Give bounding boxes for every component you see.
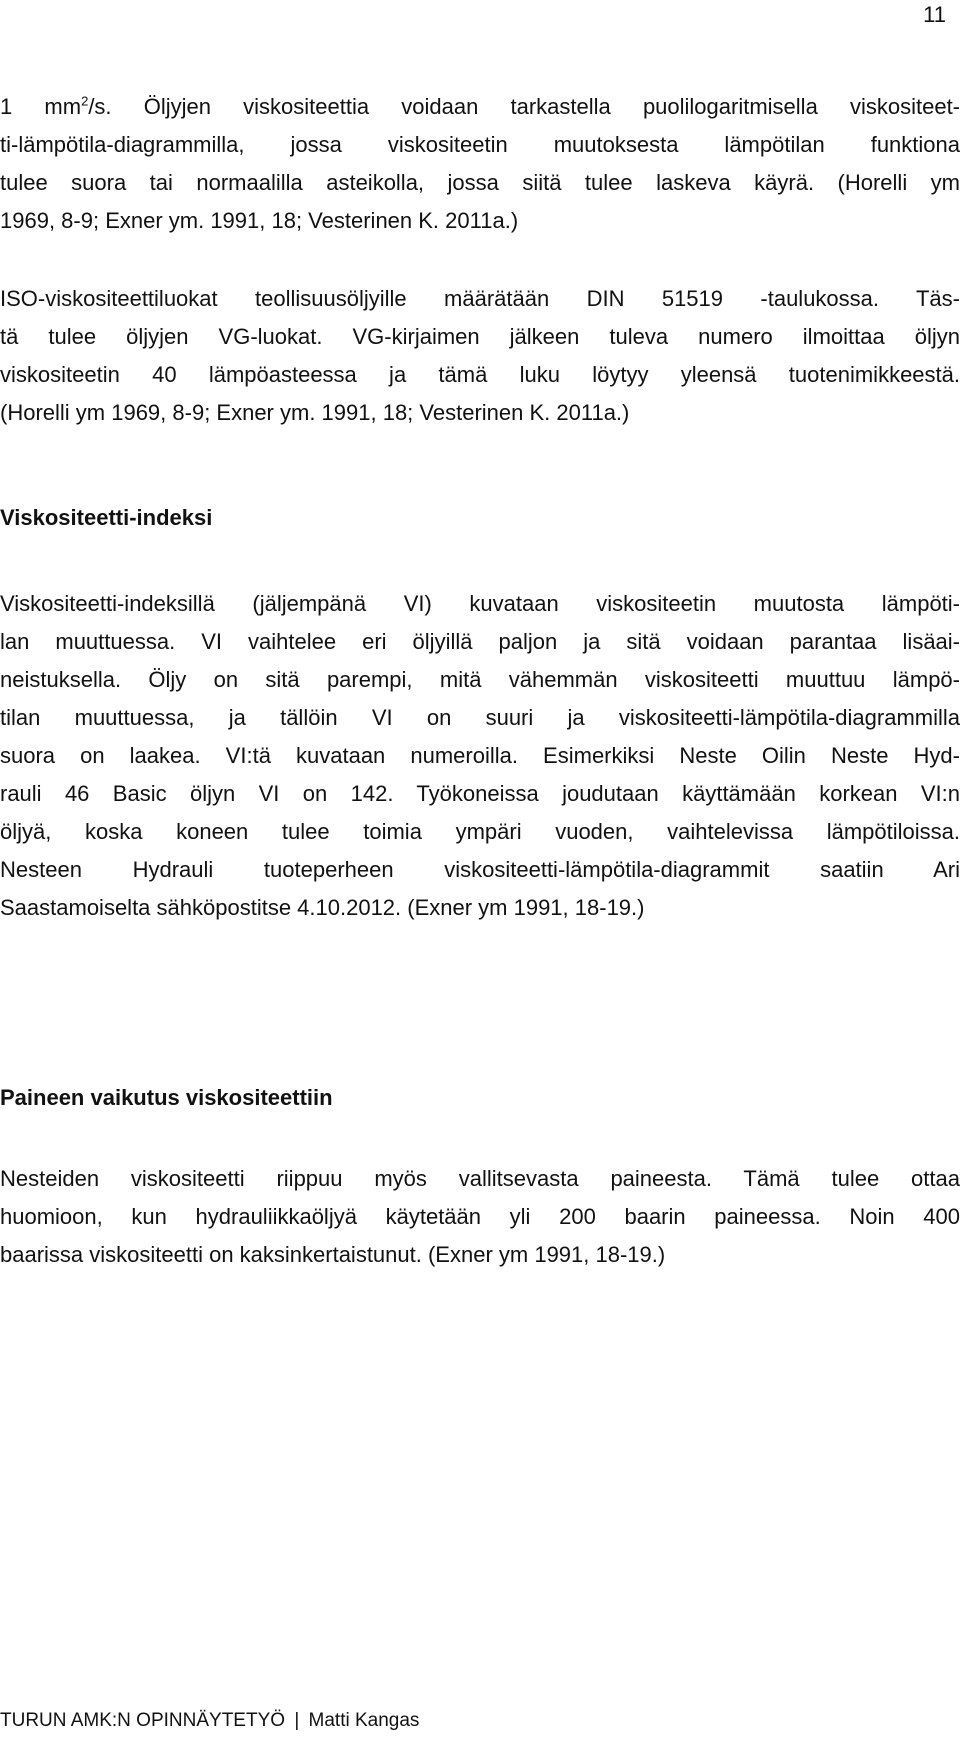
- footer-separator: |: [294, 1710, 300, 1731]
- paragraph-line: viskositeetin 40 lämpöasteessa ja tämä luku löytyy yleensä tuotenimikkeestä.: [0, 362, 960, 387]
- paragraph-line: [0, 88, 960, 126]
- paragraph-line: tulee suora tai normaalilla asteikolla, jossa siitä tulee laskeva käyrä. (Horelli ym: [0, 170, 960, 195]
- paragraph-viscosity-diagram: [0, 88, 960, 240]
- line-text-post: /s. Öljyjen viskositeettia voidaan tarkastella puolilogaritmisella viskositeet-: [88, 94, 960, 119]
- page-footer: [0, 1710, 419, 1732]
- section-heading-viscosity-index: Viskositeetti-indeksi: [0, 505, 213, 530]
- paragraph-viscosity-index: [0, 585, 960, 927]
- page-number: 11: [923, 2, 946, 27]
- paragraph-line: ti-lämpötila-diagrammilla, jossa viskositeetin muutoksesta lämpötilan funktiona: [0, 132, 960, 157]
- footer-institution: TURUN AMK:N OPINNÄYTETYÖ: [0, 1710, 286, 1731]
- footer-author: Matti Kangas: [308, 1710, 420, 1731]
- paragraph-line: lan muuttuessa. VI vaihtelee eri öljyillä paljon ja sitä voidaan parantaa lisäai-: [0, 629, 960, 654]
- paragraph-line: Viskositeetti-indeksillä (jäljempänä VI) kuvataan viskositeetin muutosta lämpöti-: [0, 591, 960, 616]
- paragraph-line: suora on laakea. VI:tä kuvataan numeroilla. Esimerkiksi Neste Oilin Neste Hyd-: [0, 743, 960, 768]
- paragraph-line: huomioon, kun hydrauliikkaöljyä käytetään yli 200 baarin paineessa. Noin 400: [0, 1204, 960, 1229]
- paragraph-pressure-effect: [0, 1160, 960, 1274]
- paragraph-line: baarissa viskositeetti on kaksinkertaistunut. (Exner ym 1991, 18-19.): [0, 1242, 666, 1267]
- paragraph-iso-classes: [0, 280, 960, 432]
- paragraph-line: neistuksella. Öljy on sitä parempi, mitä vähemmän viskositeetti muuttuu lämpö-: [0, 667, 960, 692]
- paragraph-line: (Horelli ym 1969, 8-9; Exner ym. 1991, 18; Vesterinen K. 2011a.): [0, 400, 630, 425]
- section-heading-pressure-effect: Paineen vaikutus viskositeettiin: [0, 1085, 333, 1110]
- paragraph-line: 1969, 8-9; Exner ym. 1991, 18; Vesterinen K. 2011a.): [0, 208, 519, 233]
- superscript-exponent: 2: [81, 93, 89, 109]
- paragraph-line: Nesteiden viskositeetti riippuu myös vallitsevasta paineesta. Tämä tulee ottaa: [0, 1166, 960, 1191]
- paragraph-line: tilan muuttuessa, ja tällöin VI on suuri ja viskositeetti-lämpötila-diagrammilla: [0, 705, 960, 730]
- paragraph-line: ISO-viskositeettiluokat teollisuusöljyille määrätään DIN 51519 -taulukossa. Täs-: [0, 286, 960, 311]
- paragraph-line: Saastamoiselta sähköpostitse 4.10.2012. (Exner ym 1991, 18-19.): [0, 895, 645, 920]
- line-text-pre: 1 mm: [0, 94, 82, 119]
- paragraph-line: öljyä, koska koneen tulee toimia ympäri vuoden, vaihtelevissa lämpötiloissa.: [0, 819, 960, 844]
- paragraph-line: tä tulee öljyjen VG-luokat. VG-kirjaimen jälkeen tuleva numero ilmoittaa öljyn: [0, 324, 960, 349]
- paragraph-line: Nesteen Hydrauli tuoteperheen viskositeetti-lämpötila-diagrammit saatiin Ari: [0, 857, 960, 882]
- paragraph-line: rauli 46 Basic öljyn VI on 142. Työkoneissa joudutaan käyttämään korkean VI:n: [0, 781, 960, 806]
